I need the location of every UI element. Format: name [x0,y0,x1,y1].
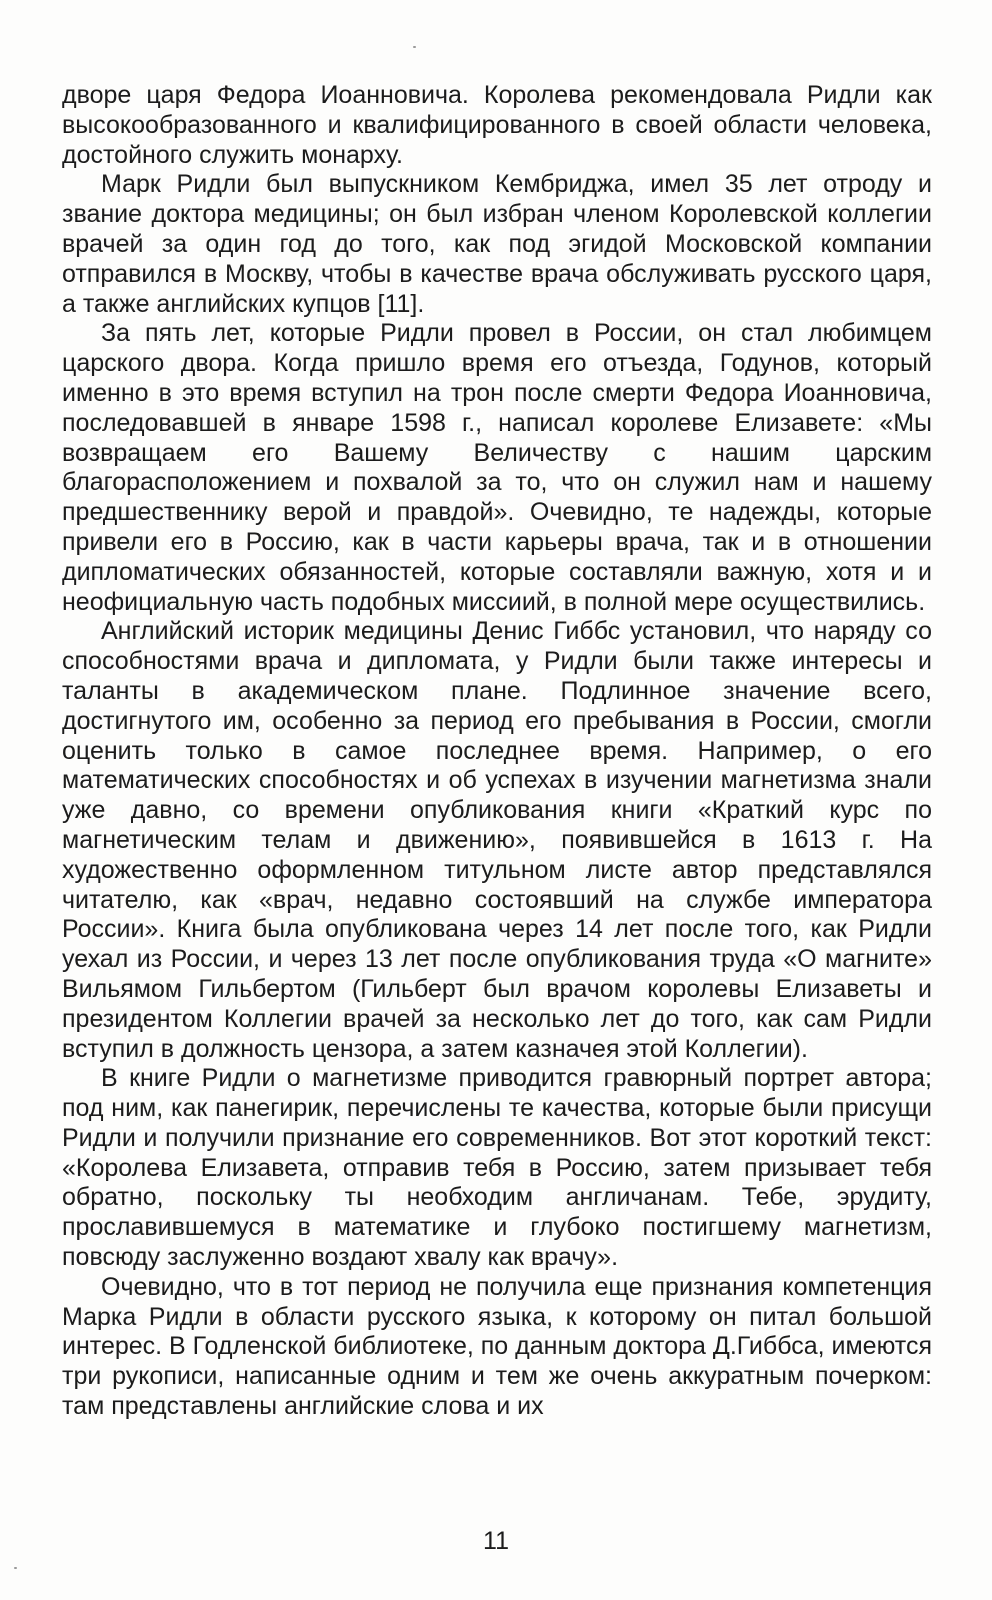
paragraph: Очевидно, что в тот период не получила еще признания компетенция Марка Ридли в области русского языка, к которому он питал большой интерес. В Годленской библиотеке, по данным доктора Д.Гиббса, имеются три рукописи, написанные одним и тем же очень аккуратным почерком: там представлены английские слова и их [62,1272,932,1421]
page-number: 11 [483,1527,509,1555]
paragraph: Марк Ридли был выпускником Кембриджа, имел 35 лет отроду и звание доктора медицины; он был избран членом Королевской коллегии врачей за один год до того, как под эгидой Московской компании отправился в Москву, чтобы в качестве врача обслуживать русского царя, а также английских купцов [11]. [62,170,932,318]
scan-speck [14,1567,17,1569]
paragraph: Английский историк медицины Денис Гиббс установил, что наряду со способностями врача и дипломата, у Ридли были также интересы и таланты в академическом плане. Подлинное значение всего, достигнутого им, особенно за период его пребывания в России, смогли оценить только в самое последнее время. Например, о его математических способностях и об успехах в изучении магнетизма знали уже давно, со времени опубликования книги «Краткий курс по магнетическим телам и движению», появившейся в 1613 г. На художественно оформленном титульном листе автор представлялся читателю, как «врач, недавно состоявший на службе императора России». Книга была опубликована через 14 лет после того, как Ридли уехал из России, и через 13 лет после опубликования труда «О магните» Вильямом Гильбертом (Гильберт был врачом королевы Елизаветы и президентом Коллегии врачей за несколько лет до того, как сам Ридли вступил в должность цензора, а затем казначея этой Коллегии). [62,617,932,1063]
paragraph: дворе царя Федора Иоанновича. Королева рекомендовала Ридли как высокообразованного и квалифицированного в своей области человека, достойного служить монарху. [62,81,932,169]
body-text [62,81,932,1422]
scan-speck [413,46,416,48]
paragraph: В книге Ридли о магнетизме приводится гравюрный портрет автора; под ним, как панегирик, перечислены те качества, которые были присущи Ридли и получили признание его современников. Вот этот короткий текст: «Королева Елизавета, отправив тебя в Россию, затем призывает тебя обратно, поскольку ты необходим англичанам. Тебе, эрудиту, прославившемуся в математике и глубоко постигшему магнетизм, повсюду заслуженно воздают хвалу как врачу». [62,1064,932,1272]
paragraph: За пять лет, которые Ридли провел в России, он стал любимцем царского двора. Когда пришло время его отъезда, Годунов, который именно в это время вступил на трон после смерти Федора Иоанновича, последовавшей в январе 1598 г., написал королеве Елизавете: «Мы возвращаем его Вашему Величеству с нашим царским благорасположением и похвалой за то, что он служил нам и нашему предшественнику верой и правдой». Очевидно, те надежды, которые привели его в Россию, как в части карьеры врача, так и в отношении дипломатических обязанностей, которые составляли важную, хотя и и неофициальную часть подобных миссиий, в полной мере осуществились. [62,319,932,616]
